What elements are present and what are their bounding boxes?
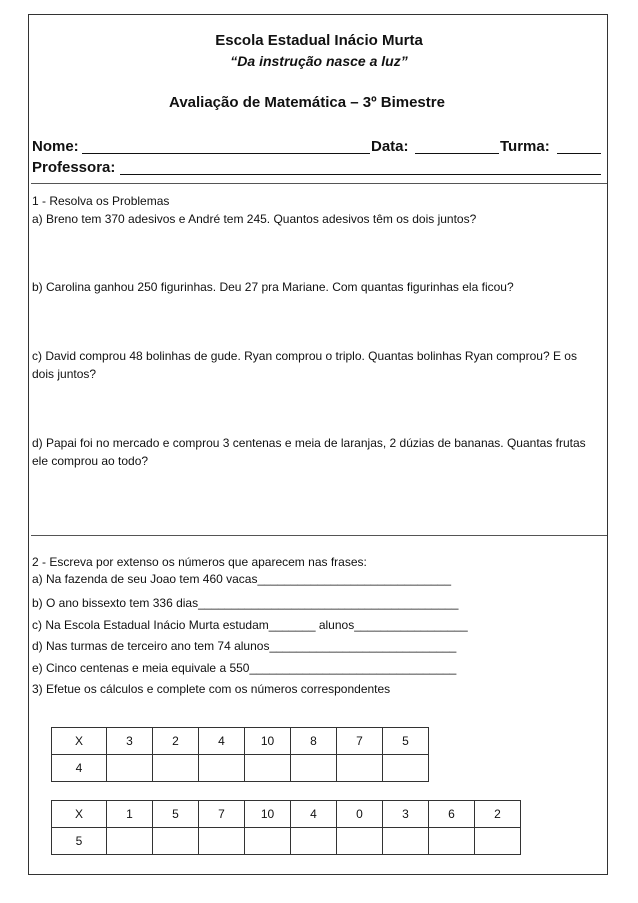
table-cell: 2 [475,801,521,828]
teacher-field[interactable] [120,174,601,175]
answer-cell[interactable] [245,755,291,782]
exam-title: Avaliação de Matemática – 3º Bimestre [169,94,445,111]
multiplication-table-4 [51,727,429,782]
answer-cell[interactable] [337,828,383,855]
table-cell: 5 [383,728,429,755]
table-cell: 7 [337,728,383,755]
divider [31,183,607,184]
date-field[interactable] [415,153,499,154]
table-cell: 4 [199,728,245,755]
name-field[interactable] [82,153,370,154]
section2-title: 2 - Escreva por extenso os números que aparecem nas frases: [32,555,367,569]
answer-cell[interactable] [429,828,475,855]
section3-title: 3) Efetue os cálculos e complete com os números correspondentes [32,682,391,696]
problem-c: c) David comprou 48 bolinhas de gude. Ryan comprou o triplo. Quantas bolinhas Ryan comprou? E os dois juntos? [32,349,577,381]
table-header-row [52,728,429,755]
date-label: Data: [371,138,409,155]
class-label: Turma: [500,138,550,155]
table-cell: 3 [383,801,429,828]
section1-title: 1 - Resolva os Problemas [32,194,170,208]
table-cell: 1 [107,801,153,828]
item-2e: e) Cinco centenas e meia equivale a 550_______________________________ [32,661,457,675]
answer-cell[interactable] [475,828,521,855]
school-name: Escola Estadual Inácio Murta [215,32,423,49]
answer-cell[interactable] [199,828,245,855]
table-cell: 10 [245,728,291,755]
answer-cell[interactable] [199,755,245,782]
item-2a: a) Na fazenda de seu Joao tem 460 vacas_____________________________ [32,572,452,586]
table-cell: X [52,728,107,755]
table-cell: 6 [429,801,475,828]
item-2b: b) O ano bissexto tem 336 dias_______________________________________ [32,596,459,610]
class-field[interactable] [557,153,601,154]
table-answer-row [52,755,429,782]
table-cell: 4 [291,801,337,828]
table-answer-row [52,828,521,855]
problem-d: d) Papai foi no mercado e comprou 3 centenas e meia de laranjas, 2 dúzias de bananas. Quantas frutas ele comprou ao todo? [32,436,586,468]
table-cell: 5 [52,828,107,855]
item-2d: d) Nas turmas de terceiro ano tem 74 alunos____________________________ [32,639,457,653]
answer-cell[interactable] [245,828,291,855]
table-cell: 2 [153,728,199,755]
answer-cell[interactable] [337,755,383,782]
divider [31,535,607,536]
table-cell: 4 [52,755,107,782]
table-cell: 5 [153,801,199,828]
answer-cell[interactable] [153,828,199,855]
table-header-row [52,801,521,828]
answer-cell[interactable] [291,755,337,782]
item-2c: c) Na Escola Estadual Inácio Murta estudam_______ alunos_________________ [32,618,468,632]
answer-cell[interactable] [383,828,429,855]
table-cell: 0 [337,801,383,828]
table-cell: 3 [107,728,153,755]
teacher-label: Professora: [32,159,116,176]
school-motto: “Da instrução nasce a luz” [230,53,408,69]
multiplication-table-5 [51,800,521,855]
answer-cell[interactable] [107,755,153,782]
answer-cell[interactable] [383,755,429,782]
problem-b: b) Carolina ganhou 250 figurinhas. Deu 27 pra Mariane. Com quantas figurinhas ela ficou? [32,280,514,294]
problem-a: a) Breno tem 370 adesivos e André tem 245. Quantos adesivos têm os dois juntos? [32,212,477,226]
answer-cell[interactable] [291,828,337,855]
table-cell: 10 [245,801,291,828]
table-cell: 8 [291,728,337,755]
table-cell: 7 [199,801,245,828]
name-label: Nome: [32,138,79,155]
answer-cell[interactable] [153,755,199,782]
answer-cell[interactable] [107,828,153,855]
table-cell: X [52,801,107,828]
